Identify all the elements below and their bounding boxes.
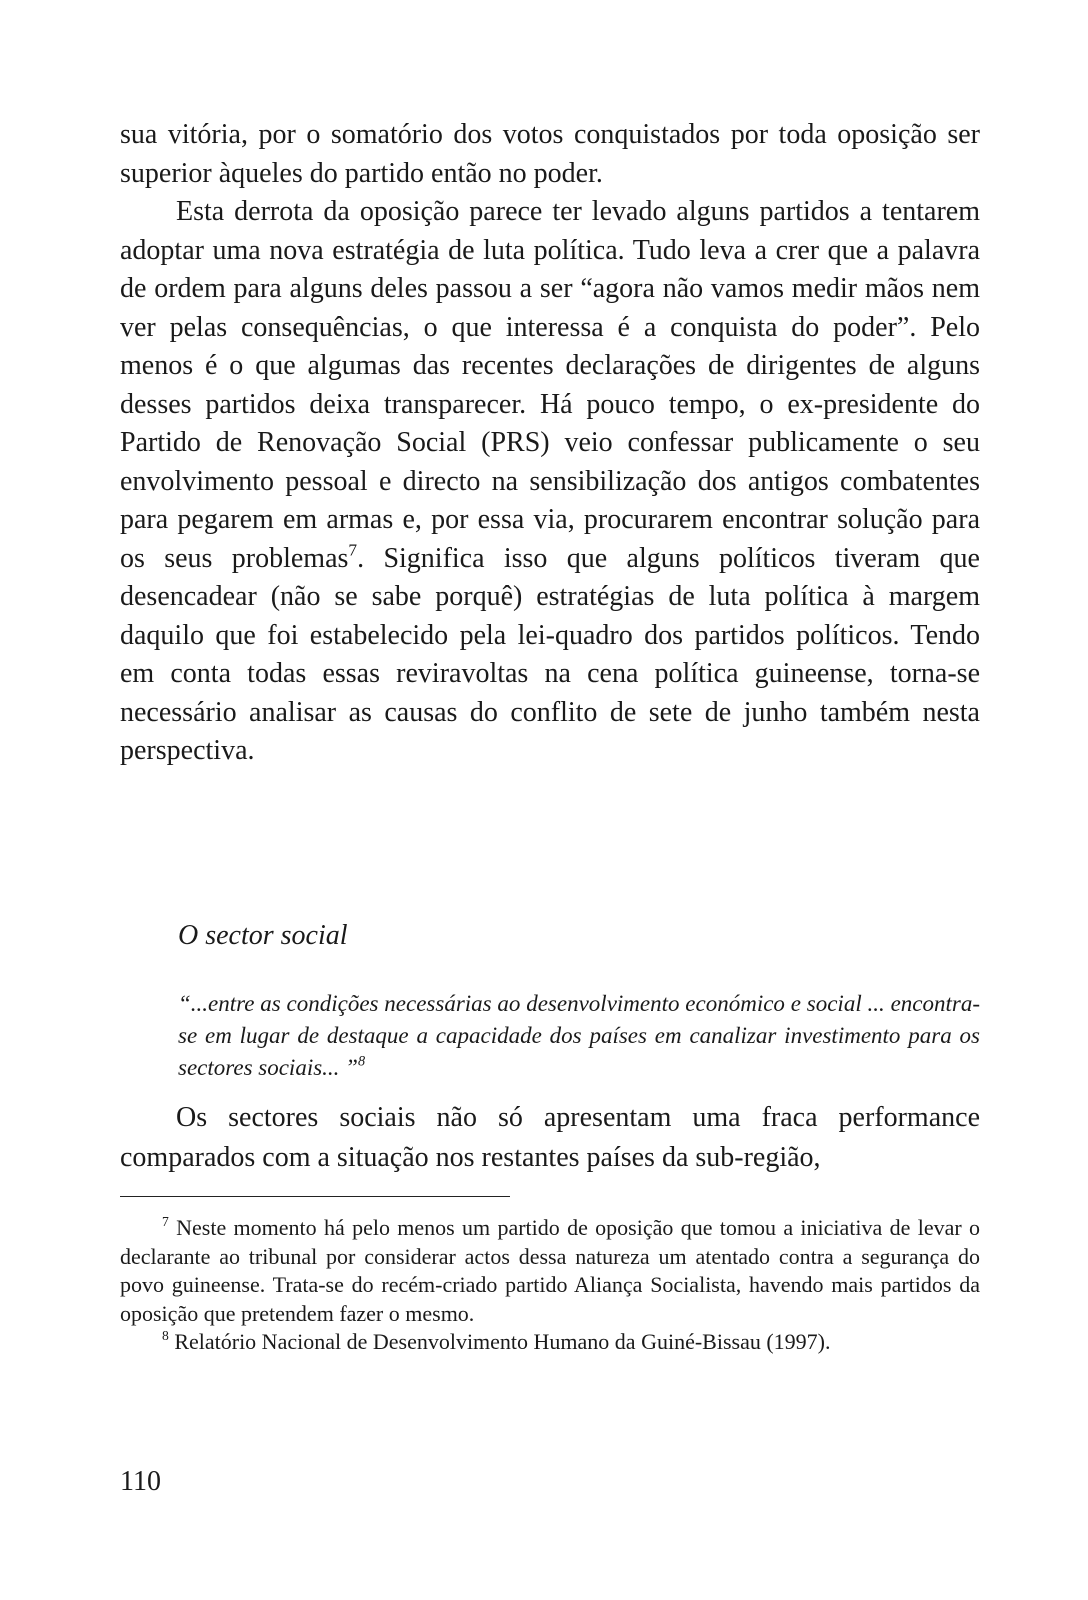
footnote-text: Relatório Nacional de Desenvolvimento Humano da Guiné-Bissau (1997). bbox=[168, 1329, 831, 1355]
footnote-ref-7[interactable]: 7 bbox=[348, 540, 358, 560]
footnote-number: 7 bbox=[162, 1214, 169, 1230]
footnotes bbox=[120, 1214, 980, 1357]
footnote-ref-8[interactable]: 8 bbox=[357, 1053, 366, 1070]
footnote-8 bbox=[120, 1328, 980, 1357]
paragraph-text: Esta derrota da oposição parece ter levado alguns partidos a tentarem adoptar uma nova estratégia de luta política. Tudo leva a crer que a palavra de ordem para alguns deles passou a ser “agora não vamos medir mãos nem ver pelas consequências, o que interessa é a conquista do poder”. Pelo menos é o que algumas das recentes declarações de dirigentes de alguns desses partidos deixa transparecer. Há pouco tempo, o ex-presidente do Partido de Renovação Social (PRS) veio confessar publicamente o seu envolvimento pessoal e directo na sensibilização dos antigos combatentes para pegarem em armas e, por essa via, procurarem encontrar solução para os seus problemas bbox=[120, 196, 980, 574]
footnote-number: 8 bbox=[162, 1328, 169, 1344]
paragraph-continuation: sua vitória, por o somatório dos votos conquistados por toda oposição ser superior àqueles do partido então no poder. bbox=[120, 119, 980, 189]
footnote-text: Neste momento há pelo menos um partido de oposição que tomou a iniciativa de levar o declarante ao tribunal por considerar actos dessa natureza um atentado contra a segurança do povo guineense. Trata-se do recém-criado partido Aliança Socialista, havendo mais partidos da oposição que pretendem fazer o mesmo. bbox=[120, 1215, 980, 1326]
section-heading: O sector social bbox=[178, 920, 348, 951]
page-number: 110 bbox=[120, 1466, 161, 1497]
footnote-divider bbox=[120, 1196, 510, 1197]
epigraph-quote bbox=[178, 988, 980, 1084]
epigraph-text: “...entre as condições necessárias ao desenvolvimento económico e social ... encontra-se em lugar de destaque a capacidade dos países em canalizar investimento para os sectores sociais... ” bbox=[178, 991, 980, 1080]
paragraph-social-sectors: Os sectores sociais não só apresentam uma fraca performance comparados com a situação nos restantes países da sub-região, bbox=[120, 1102, 980, 1173]
paragraph-opposition-strategy bbox=[120, 193, 980, 771]
main-body-text bbox=[120, 116, 980, 771]
footnote-7 bbox=[120, 1214, 980, 1328]
section-body-text bbox=[120, 1098, 980, 1178]
paragraph-text-tail: . Significa isso que alguns políticos tiveram que desencadear (não se sabe porquê) estratégias de luta política à margem daquilo que foi estabelecido pela lei-quadro dos partidos políticos. Tendo em conta todas essas reviravoltas na cena política guineense, torna-se necessário analisar as causas do conflito de sete de junho também nesta perspectiva. bbox=[120, 542, 980, 766]
